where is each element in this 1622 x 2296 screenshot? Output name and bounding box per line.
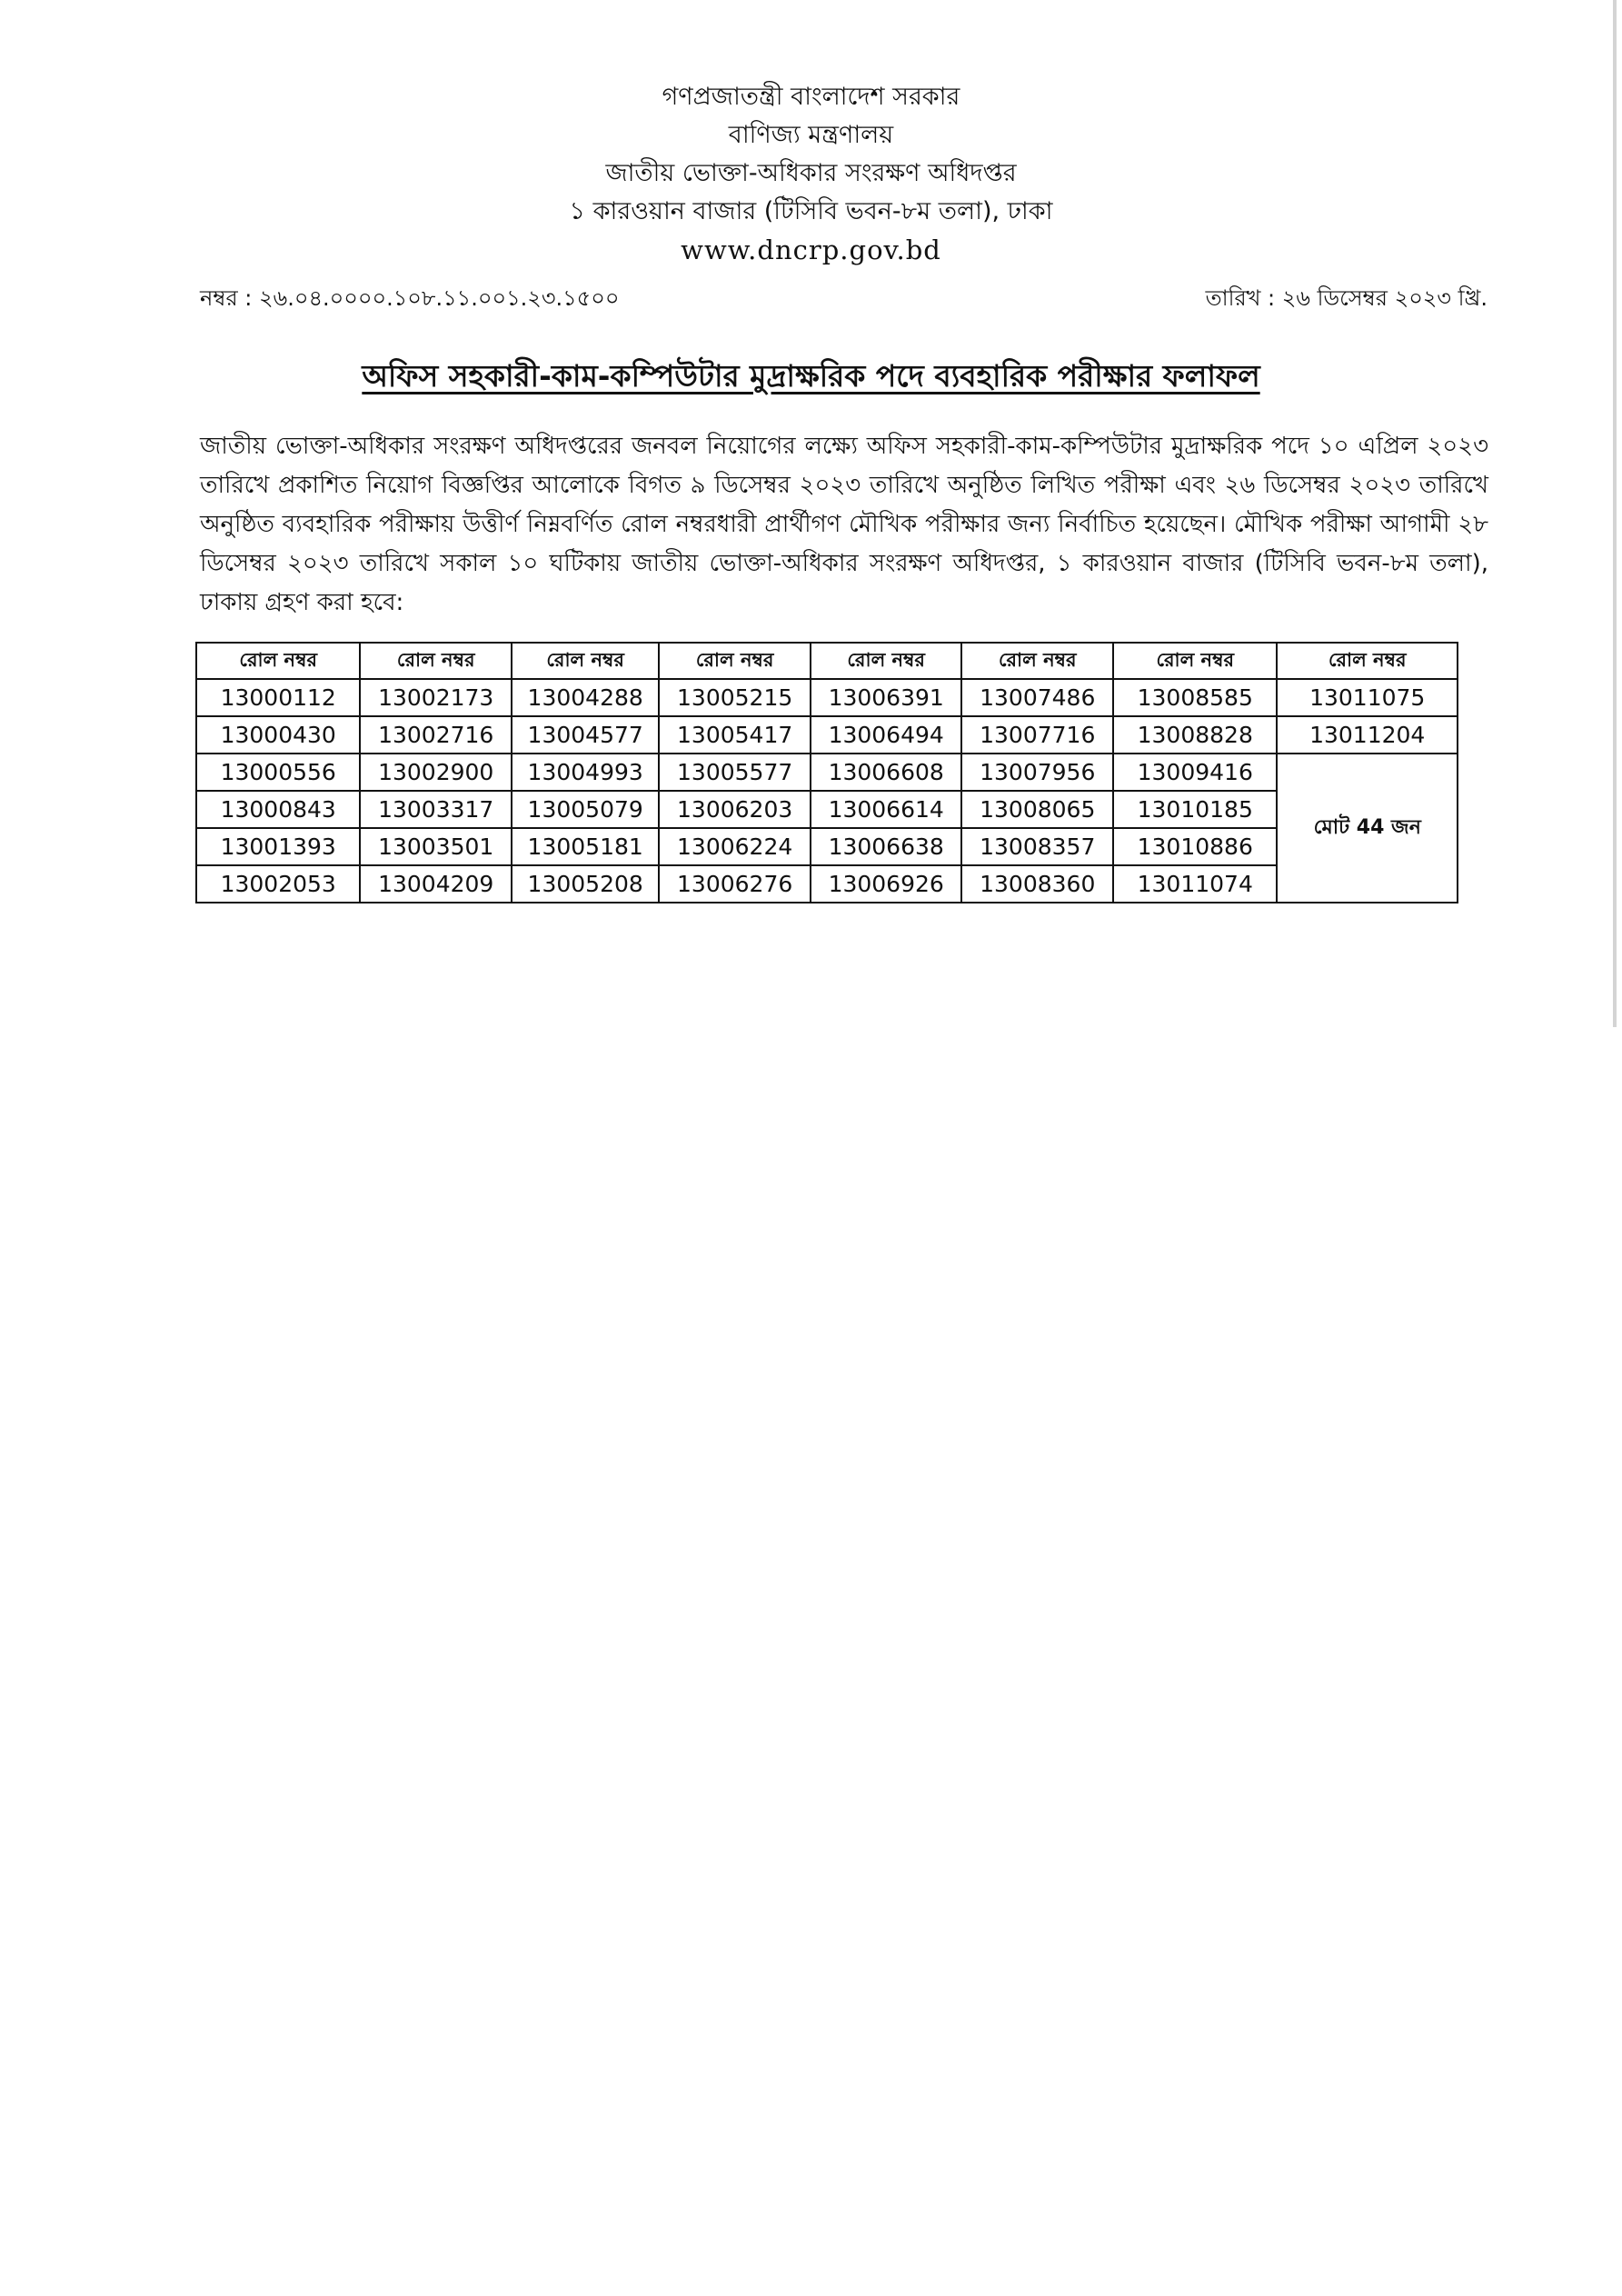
- roll-cell: 13008585: [1113, 679, 1277, 716]
- roll-cell: 13011075: [1277, 679, 1458, 716]
- roll-number-table: [195, 642, 1458, 903]
- column-header: রোল নম্বর: [512, 643, 659, 679]
- table-header-row: [196, 643, 1458, 679]
- column-header: রোল নম্বর: [360, 643, 512, 679]
- roll-cell: 13011204: [1277, 716, 1458, 754]
- table-row: [196, 791, 1458, 828]
- header-department: জাতীয় ভোক্তা-অধিকার সংরক্ষণ অধিদপ্তর: [605, 159, 1017, 187]
- roll-cell: 13007716: [961, 716, 1113, 754]
- roll-cell: 13003501: [360, 828, 512, 865]
- roll-cell: 13010886: [1113, 828, 1277, 865]
- column-header: রোল নম্বর: [1277, 643, 1458, 679]
- roll-cell: 13004209: [360, 865, 512, 903]
- roll-cell: 13005215: [659, 679, 811, 716]
- roll-cell: 13008357: [961, 828, 1113, 865]
- roll-cell: 13005577: [659, 754, 811, 791]
- column-header: রোল নম্বর: [811, 643, 962, 679]
- memo-date: তারিখ : ২৬ ডিসেম্বর ২০২৩ খ্রি.: [1205, 285, 1488, 311]
- table-row: [196, 865, 1458, 903]
- office-header: [0, 78, 1622, 269]
- column-header: রোল নম্বর: [196, 643, 360, 679]
- roll-cell: 13006494: [811, 716, 962, 754]
- header-address: ১ কারওয়ান বাজার (টিসিবি ভবন-৮ম তলা), ঢাকা: [569, 197, 1053, 225]
- roll-cell: 13005208: [512, 865, 659, 903]
- total-count-cell: মোট 44 জন: [1277, 754, 1458, 903]
- roll-cell: 13001393: [196, 828, 360, 865]
- table-row: [196, 679, 1458, 716]
- table-row: [196, 716, 1458, 754]
- notice-title: অফিস সহকারী-কাম-কম্পিউটার মুদ্রাক্ষরিক পদে ব্যবহারিক পরীক্ষার ফলাফল: [362, 358, 1260, 394]
- roll-cell: 13000430: [196, 716, 360, 754]
- header-government: গণপ্রজাতন্ত্রী বাংলাদেশ সরকার: [662, 83, 960, 111]
- table-row: [196, 754, 1458, 791]
- roll-cell: 13006203: [659, 791, 811, 828]
- roll-cell: 13002716: [360, 716, 512, 754]
- roll-cell: 13002053: [196, 865, 360, 903]
- memo-reference: নম্বর : ২৬.০৪.০০০০.১০৮.১১.০০১.২৩.১৫০০: [200, 285, 620, 311]
- roll-cell: 13005079: [512, 791, 659, 828]
- roll-cell: 13008828: [1113, 716, 1277, 754]
- roll-cell: 13005417: [659, 716, 811, 754]
- roll-cell: 13006614: [811, 791, 962, 828]
- roll-cell: 13011074: [1113, 865, 1277, 903]
- roll-cell: 13006638: [811, 828, 962, 865]
- column-header: রোল নম্বর: [961, 643, 1113, 679]
- roll-cell: 13007486: [961, 679, 1113, 716]
- header-website: www.dncrp.gov.bd: [681, 235, 941, 265]
- roll-cell: 13006926: [811, 865, 962, 903]
- roll-cell: 13008065: [961, 791, 1113, 828]
- roll-cell: 13004288: [512, 679, 659, 716]
- roll-cell: 13000112: [196, 679, 360, 716]
- roll-cell: 13010185: [1113, 791, 1277, 828]
- roll-cell: 13006224: [659, 828, 811, 865]
- roll-cell: 13006276: [659, 865, 811, 903]
- roll-cell: 13008360: [961, 865, 1113, 903]
- roll-cell: 13004993: [512, 754, 659, 791]
- roll-cell: 13005181: [512, 828, 659, 865]
- notice-body: জাতীয় ভোক্তা-অধিকার সংরক্ষণ অধিদপ্তরের জনবল নিয়োগের লক্ষ্যে অফিস সহকারী-কাম-কম্পিউটার মুদ্রাক্ষরিক পদে ১০ এপ্রিল ২০২৩ তারিখে প্রকাশিত নিয়োগ বিজ্ঞপ্তির আলোকে বিগত ৯ ডিসেম্বর ২০২৩ তারিখে অনুষ্ঠিত লিখিত পরীক্ষা এবং ২৬ ডিসেম্বর ২০২৩ তারিখে অনুষ্ঠিত ব্যবহারিক পরীক্ষায় উত্তীর্ণ নিম্নবর্ণিত রোল নম্বরধারী প্রার্থীগণ মৌখিক পরীক্ষার জন্য নির্বাচিত হয়েছেন। মৌখিক পরীক্ষা আগামী ২৮ ডিসেম্বর ২০২৩ তারিখে সকাল ১০ ঘটিকায় জাতীয় ভোক্তা-অধিকার সংরক্ষণ অধিদপ্তর, ১ কারওয়ান বাজার (টিসিবি ভবন-৮ম তলা), ঢাকায় গ্রহণ করা হবে:: [200, 433, 1488, 616]
- roll-cell: 13000556: [196, 754, 360, 791]
- roll-cell: 13002173: [360, 679, 512, 716]
- roll-cell: 13007956: [961, 754, 1113, 791]
- roll-cell: 13004577: [512, 716, 659, 754]
- table-row: [196, 828, 1458, 865]
- column-header: রোল নম্বর: [1113, 643, 1277, 679]
- roll-cell: 13000843: [196, 791, 360, 828]
- column-header: রোল নম্বর: [659, 643, 811, 679]
- header-ministry: বাণিজ্য মন্ত্রণালয়: [728, 121, 894, 149]
- roll-cell: 13002900: [360, 754, 512, 791]
- roll-cell: 13009416: [1113, 754, 1277, 791]
- roll-cell: 13003317: [360, 791, 512, 828]
- roll-cell: 13006391: [811, 679, 962, 716]
- roll-cell: 13006608: [811, 754, 962, 791]
